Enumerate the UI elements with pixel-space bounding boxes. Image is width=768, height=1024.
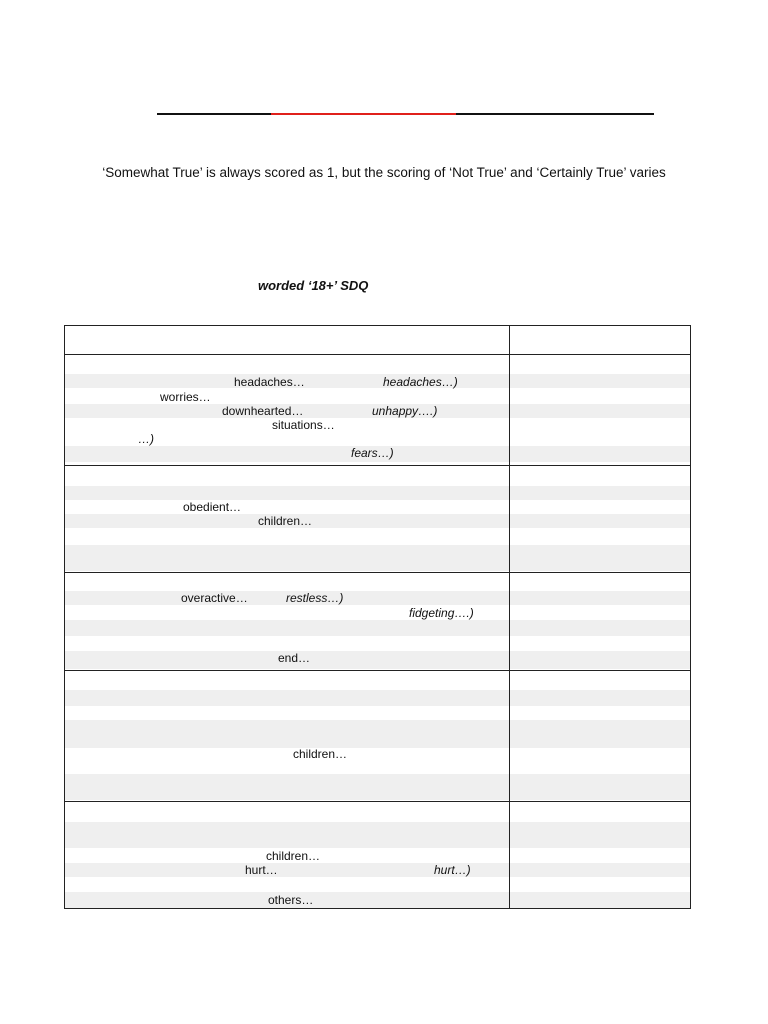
title-rule-left [157,113,271,115]
header-row-divider [64,354,691,355]
item-text: downhearted… [222,404,304,418]
item-text-alt: headaches…) [383,375,458,389]
item-text-alt: fears…) [351,446,394,460]
item-text: headaches… [234,375,305,389]
column-divider [509,325,510,909]
item-text: overactive… [181,591,248,605]
section-divider [64,572,691,573]
item-text: children… [266,849,321,863]
item-text: children… [293,747,348,761]
title-rule-right [456,113,654,115]
item-text: end… [278,651,311,665]
item-text-alt: fidgeting….) [409,606,474,620]
item-text: situations… [272,418,335,432]
section-divider [64,465,691,466]
item-text-alt: …) [138,432,154,446]
item-text: children… [258,514,313,528]
item-text: others… [268,893,314,907]
section-divider [64,801,691,802]
title-rule-red [271,113,456,115]
section-divider [64,670,691,671]
item-text-alt: unhappy….) [372,404,438,418]
item-text: obedient… [183,500,242,514]
table-caption: worded ‘18+’ SDQ [258,278,369,293]
scoring-note: ‘Somewhat True’ is always scored as 1, but the scoring of ‘Not True’ and ‘Certainly True’ varies [102,165,666,180]
item-text: hurt… [245,863,278,877]
item-text-alt: hurt…) [434,863,471,877]
item-text: worries… [160,390,211,404]
item-text-alt: restless…) [286,591,344,605]
